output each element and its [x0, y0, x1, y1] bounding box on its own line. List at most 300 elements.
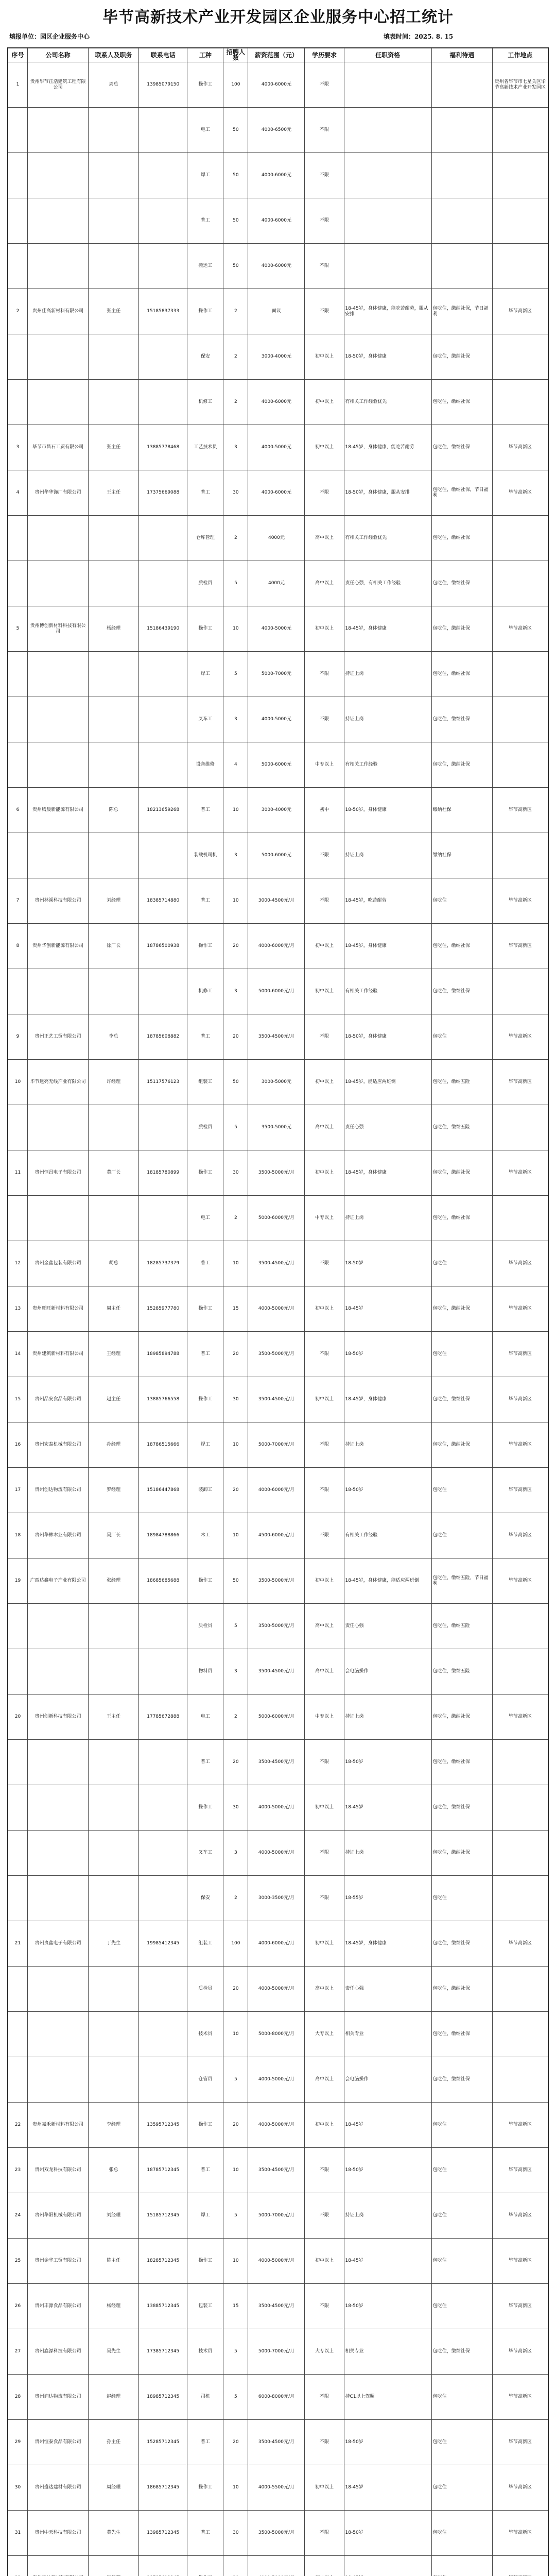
row-index-cell	[8, 2556, 28, 2576]
company-name-cell	[28, 1876, 89, 1921]
requirements-cell: 会电脑操作	[344, 1649, 431, 1694]
contact-phone-cell	[139, 198, 187, 244]
salary-range-cell: 3500-5000元/月	[248, 1604, 305, 1649]
company-name-cell: 贵州品安食品有限公司	[28, 1377, 89, 1422]
table-row	[8, 1876, 548, 1921]
work-location-cell	[492, 1740, 548, 1785]
contact-phone-cell: 15185712345	[139, 2193, 187, 2239]
company-name-cell: 贵州佳高新材料有限公司	[28, 289, 89, 334]
company-name-cell	[28, 2057, 89, 2103]
work-location-cell	[492, 969, 548, 1014]
education-cell: 高中以上	[305, 1604, 344, 1649]
education-cell: 不限	[305, 1513, 344, 1558]
requirements-cell: 18-45岁，身体健康，能吃苦耐劳，服从安排	[344, 289, 431, 334]
requirements-cell: 持证上岗	[344, 652, 431, 697]
requirements-cell: 18-45岁	[344, 2465, 431, 2511]
row-index-cell: 23	[8, 2148, 28, 2193]
row-index-cell: 11	[8, 1150, 28, 1196]
job-type-cell: 叉车工	[187, 1831, 223, 1876]
job-type-cell: 木工	[187, 1513, 223, 1558]
education-cell: 高中以上	[305, 2057, 344, 2103]
company-name-cell: 贵州恒昌电子有限公司	[28, 1150, 89, 1196]
benefits-cell	[431, 62, 492, 108]
company-name-cell: 贵州双龙科技有限公司	[28, 2148, 89, 2193]
education-cell: 初中以上	[305, 606, 344, 652]
headcount-cell: 10	[223, 1241, 248, 1286]
headcount-cell: 30	[223, 1785, 248, 1831]
education-cell: 不限	[305, 1014, 344, 1060]
education-cell: 不限	[305, 1241, 344, 1286]
benefits-cell: 包吃住	[431, 2511, 492, 2556]
headcount-cell: 4	[223, 742, 248, 788]
table-row	[8, 108, 548, 153]
company-name-cell: 贵州宏泰机械有限公司	[28, 1422, 89, 1468]
row-index-cell	[8, 516, 28, 561]
requirements-cell: 会电脑操作	[344, 2057, 431, 2103]
company-name-cell	[28, 1196, 89, 1241]
benefits-cell	[431, 244, 492, 289]
contact-person-cell: 黄厂长	[89, 1150, 139, 1196]
headcount-cell: 10	[223, 1422, 248, 1468]
benefits-cell: 包吃住	[431, 2148, 492, 2193]
row-index-cell	[8, 1876, 28, 1921]
headcount-cell: 20	[223, 2420, 248, 2465]
company-name-cell: 贵州毕节正浩建筑工程有限公司	[28, 62, 89, 108]
contact-phone-cell: 15285977780	[139, 1286, 187, 1332]
contact-person-cell: 李经理	[89, 2103, 139, 2148]
requirements-cell: 18-45岁	[344, 2239, 431, 2284]
education-cell: 高中以上	[305, 1105, 344, 1150]
table-row	[8, 2193, 548, 2239]
benefits-cell: 包吃住，缴纳社保	[431, 2057, 492, 2103]
salary-range-cell: 4000-6000元	[248, 153, 305, 198]
contact-phone-cell: 18786515666	[139, 1422, 187, 1468]
work-location-cell: 毕节高新区	[492, 2148, 548, 2193]
company-name-cell: 毕节远亮无线产业有限公司	[28, 1060, 89, 1105]
work-location-cell: 毕节高新区	[492, 1060, 548, 1105]
benefits-cell	[431, 108, 492, 153]
contact-phone-cell	[139, 2556, 187, 2576]
table-row	[8, 1649, 548, 1694]
table-row	[8, 606, 548, 652]
education-cell: 不限	[305, 2193, 344, 2239]
table-row	[8, 1967, 548, 2012]
education-cell: 不限	[305, 1422, 344, 1468]
job-type-cell: 机修工	[187, 380, 223, 425]
education-cell: 初中以上	[305, 380, 344, 425]
job-type-cell: 保安	[187, 1876, 223, 1921]
company-name-cell	[28, 1105, 89, 1150]
salary-range-cell: 3500-5000元	[248, 1105, 305, 1150]
company-name-cell: 贵州旺旺新材料有限公司	[28, 1286, 89, 1332]
salary-range-cell: 3500-5000元/月	[248, 2511, 305, 2556]
salary-range-cell: 4000-6000元/月	[248, 924, 305, 969]
row-index-cell	[8, 244, 28, 289]
contact-phone-cell: 15185837333	[139, 289, 187, 334]
contact-phone-cell	[139, 1831, 187, 1876]
work-location-cell: 毕节高新区	[492, 1377, 548, 1422]
company-name-cell	[28, 1785, 89, 1831]
job-type-cell: 操作工	[187, 2239, 223, 2284]
date-meta	[384, 32, 453, 41]
benefits-cell: 包吃住，缴纳社保	[431, 697, 492, 742]
unit-meta	[9, 32, 90, 41]
table-row	[8, 697, 548, 742]
col-header: 薪资范围（元）	[248, 48, 305, 62]
company-name-cell: 贵州丰源食品有限公司	[28, 2284, 89, 2329]
job-type-cell: 机修工	[187, 969, 223, 1014]
requirements-cell: 18-50岁	[344, 1740, 431, 1785]
job-type-cell: 普工	[187, 2148, 223, 2193]
contact-phone-cell	[139, 1649, 187, 1694]
requirements-cell: 18-50岁	[344, 2284, 431, 2329]
contact-phone-cell: 18785608882	[139, 1014, 187, 1060]
work-location-cell	[492, 833, 548, 878]
company-name-cell	[28, 1967, 89, 2012]
salary-range-cell: 5000-6000元	[248, 742, 305, 788]
row-index-cell: 4	[8, 470, 28, 516]
requirements-cell: 18-45岁	[344, 2103, 431, 2148]
contact-phone-cell: 15117576123	[139, 1060, 187, 1105]
job-type-cell: 保安	[187, 334, 223, 380]
benefits-cell: 包吃住，缴纳社保	[431, 1785, 492, 1831]
contact-phone-cell: 18685685688	[139, 1558, 187, 1604]
benefits-cell: 包吃住，缴纳社保	[431, 1150, 492, 1196]
headcount-cell: 2	[223, 516, 248, 561]
salary-range-cell: 3500-4500元/月	[248, 2420, 305, 2465]
salary-range-cell: 5000-7000元	[248, 652, 305, 697]
contact-person-cell: 刘经理	[89, 878, 139, 924]
salary-range-cell: 3000-3500元/月	[248, 1876, 305, 1921]
requirements-cell: 责任心强，有相关工作经验	[344, 561, 431, 606]
work-location-cell: 毕节高新区	[492, 1558, 548, 1604]
company-name-cell: 贵州创达物流有限公司	[28, 1468, 89, 1513]
table-row	[8, 1558, 548, 1604]
row-index-cell	[8, 1785, 28, 1831]
salary-range-cell: 4000元	[248, 561, 305, 606]
contact-person-cell: 吴厂长	[89, 1513, 139, 1558]
salary-range-cell	[248, 2556, 305, 2576]
contact-phone-cell	[139, 2012, 187, 2057]
contact-person-cell	[89, 697, 139, 742]
contact-person-cell: 杨经理	[89, 606, 139, 652]
row-index-cell: 25	[8, 2239, 28, 2284]
contact-phone-cell: 18985712345	[139, 2375, 187, 2420]
benefits-cell: 包吃住，缴纳社保	[431, 742, 492, 788]
salary-range-cell: 5000-7000元/月	[248, 2329, 305, 2375]
benefits-cell: 包吃住，缴纳社保	[431, 380, 492, 425]
table-row	[8, 2012, 548, 2057]
requirements-cell	[344, 108, 431, 153]
headcount-cell: 50	[223, 1060, 248, 1105]
education-cell: 中专以上	[305, 1694, 344, 1740]
requirements-cell: 相关专业	[344, 2012, 431, 2057]
contact-person-cell	[89, 516, 139, 561]
row-index-cell	[8, 652, 28, 697]
job-type-cell: 技术员	[187, 2329, 223, 2375]
contact-person-cell: 陈总	[89, 788, 139, 833]
salary-range-cell: 4000-5000元	[248, 697, 305, 742]
work-location-cell: 毕节高新区	[492, 2239, 548, 2284]
contact-person-cell: 罗经理	[89, 1468, 139, 1513]
row-index-cell: 10	[8, 1060, 28, 1105]
job-type-cell: 普工	[187, 1740, 223, 1785]
benefits-cell: 包吃住，缴纳社保	[431, 1196, 492, 1241]
work-location-cell	[492, 697, 548, 742]
headcount-cell: 50	[223, 198, 248, 244]
row-index-cell: 19	[8, 1558, 28, 1604]
recruitment-table	[8, 48, 548, 2576]
requirements-cell: 18-45岁，身体健康	[344, 1377, 431, 1422]
benefits-cell: 包吃住，缴纳社保	[431, 652, 492, 697]
requirements-cell: 18-45岁，身体健康	[344, 1150, 431, 1196]
contact-phone-cell: 18285712345	[139, 2239, 187, 2284]
job-type-cell: 焊工	[187, 2193, 223, 2239]
work-location-cell	[492, 1604, 548, 1649]
salary-range-cell: 面议	[248, 289, 305, 334]
salary-range-cell: 5000-6000元	[248, 833, 305, 878]
contact-person-cell: 王主任	[89, 470, 139, 516]
row-index-cell: 9	[8, 1014, 28, 1060]
work-location-cell: 毕节高新区	[492, 2420, 548, 2465]
contact-person-cell	[89, 153, 139, 198]
salary-range-cell: 3500-4500元/月	[248, 2284, 305, 2329]
requirements-cell: 责任心强	[344, 1604, 431, 1649]
education-cell: 高中以上	[305, 561, 344, 606]
company-name-cell: 贵州华阳机械有限公司	[28, 2193, 89, 2239]
company-name-cell: 贵州博创新材料科技有限公司	[28, 606, 89, 652]
work-location-cell: 毕节高新区	[492, 924, 548, 969]
requirements-cell: 有相关工作经验	[344, 969, 431, 1014]
benefits-cell: 包吃住	[431, 1332, 492, 1377]
salary-range-cell: 3500-4500元/月	[248, 1014, 305, 1060]
benefits-cell	[431, 153, 492, 198]
education-cell: 不限	[305, 108, 344, 153]
job-type-cell: 焊工	[187, 1422, 223, 1468]
benefits-cell: 包吃住，缴纳社保	[431, 2329, 492, 2375]
row-index-cell	[8, 1649, 28, 1694]
row-index-cell	[8, 833, 28, 878]
col-header: 序号	[8, 48, 28, 62]
requirements-cell: 18-45岁	[344, 1785, 431, 1831]
headcount-cell: 10	[223, 2012, 248, 2057]
work-location-cell: 毕节高新区	[492, 1694, 548, 1740]
company-name-cell	[28, 2012, 89, 2057]
company-name-cell	[28, 1649, 89, 1694]
work-location-cell: 毕节高新区	[492, 470, 548, 516]
salary-range-cell: 4000-5000元/月	[248, 2057, 305, 2103]
work-location-cell	[492, 1649, 548, 1694]
work-location-cell	[492, 2057, 548, 2103]
education-cell: 不限	[305, 244, 344, 289]
table-row	[8, 2103, 548, 2148]
company-name-cell: 贵州嘉禾新材料有限公司	[28, 2103, 89, 2148]
benefits-cell: 包吃住，缴纳五险，节日福利	[431, 1558, 492, 1604]
salary-range-cell: 3000-4000元	[248, 334, 305, 380]
contact-phone-cell: 19985412345	[139, 1921, 187, 1967]
work-location-cell	[492, 1831, 548, 1876]
headcount-cell: 100	[223, 1921, 248, 1967]
headcount-cell: 2	[223, 289, 248, 334]
contact-person-cell	[89, 1604, 139, 1649]
salary-range-cell: 6000-8000元/月	[248, 2375, 305, 2420]
salary-range-cell: 4000-5000元/月	[248, 1286, 305, 1332]
benefits-cell: 包吃住	[431, 1468, 492, 1513]
table-row	[8, 924, 548, 969]
contact-phone-cell	[139, 1967, 187, 2012]
education-cell: 初中以上	[305, 2103, 344, 2148]
table-row	[8, 878, 548, 924]
row-index-cell	[8, 1740, 28, 1785]
benefits-cell: 包吃住，缴纳社保	[431, 1967, 492, 2012]
table-row	[8, 1604, 548, 1649]
contact-person-cell	[89, 1831, 139, 1876]
contact-person-cell: 周总	[89, 62, 139, 108]
headcount-cell: 2	[223, 334, 248, 380]
requirements-cell: 有相关工作经验优先	[344, 380, 431, 425]
table-row	[8, 2511, 548, 2556]
contact-person-cell	[89, 2556, 139, 2576]
benefits-cell: 包吃住，缴纳社保	[431, 1377, 492, 1422]
benefits-cell: 包吃住	[431, 2465, 492, 2511]
job-type-cell: 普工	[187, 1014, 223, 1060]
contact-person-cell	[89, 108, 139, 153]
requirements-cell: 18-45岁，吃苦耐劳	[344, 878, 431, 924]
row-index-cell: 3	[8, 425, 28, 470]
benefits-cell: 包吃住，缴纳社保	[431, 924, 492, 969]
headcount-cell: 10	[223, 878, 248, 924]
headcount-cell: 30	[223, 2511, 248, 2556]
work-location-cell: 毕节高新区	[492, 1921, 548, 1967]
work-location-cell	[492, 244, 548, 289]
salary-range-cell: 3500-5000元/月	[248, 1332, 305, 1377]
company-name-cell	[28, 697, 89, 742]
education-cell: 初中以上	[305, 924, 344, 969]
education-cell: 初中以上	[305, 2465, 344, 2511]
table-row	[8, 2556, 548, 2576]
company-name-cell	[28, 2556, 89, 2576]
headcount-cell: 10	[223, 2465, 248, 2511]
salary-range-cell: 3000-5000元	[248, 1060, 305, 1105]
row-index-cell: 18	[8, 1513, 28, 1558]
contact-person-cell	[89, 742, 139, 788]
education-cell: 不限	[305, 1468, 344, 1513]
job-type-cell: 普工	[187, 1241, 223, 1286]
contact-person-cell	[89, 1105, 139, 1150]
work-location-cell	[492, 1967, 548, 2012]
headcount-cell: 50	[223, 244, 248, 289]
row-index-cell	[8, 1831, 28, 1876]
unit-value: 园区企业服务中心	[40, 33, 90, 40]
work-location-cell	[492, 153, 548, 198]
work-location-cell	[492, 1785, 548, 1831]
salary-range-cell: 3000-4000元	[248, 788, 305, 833]
salary-range-cell: 4000-5000元/月	[248, 1831, 305, 1876]
job-type-cell: 操作工	[187, 924, 223, 969]
benefits-cell: 包吃住	[431, 1513, 492, 1558]
work-location-cell: 毕节高新区	[492, 2465, 548, 2511]
contact-phone-cell	[139, 833, 187, 878]
headcount-cell	[223, 2556, 248, 2576]
company-name-cell	[28, 1831, 89, 1876]
contact-phone-cell	[139, 1785, 187, 1831]
salary-range-cell: 4000-6000元	[248, 198, 305, 244]
row-index-cell: 1	[8, 62, 28, 108]
company-name-cell	[28, 561, 89, 606]
work-location-cell: 毕节高新区	[492, 606, 548, 652]
headcount-cell: 15	[223, 1286, 248, 1332]
company-name-cell: 贵州创新科技有限公司	[28, 1694, 89, 1740]
row-index-cell: 22	[8, 2103, 28, 2148]
requirements-cell: 18-50岁	[344, 1332, 431, 1377]
requirements-cell: 18-50岁，身体健康	[344, 788, 431, 833]
headcount-cell: 3	[223, 697, 248, 742]
contact-person-cell	[89, 1649, 139, 1694]
job-type-cell: 质检员	[187, 1967, 223, 2012]
row-index-cell: 27	[8, 2329, 28, 2375]
contact-phone-cell	[139, 1876, 187, 1921]
headcount-cell: 20	[223, 1332, 248, 1377]
contact-person-cell: 王主任	[89, 1694, 139, 1740]
salary-range-cell: 3500-5000元/月	[248, 1558, 305, 1604]
row-index-cell	[8, 742, 28, 788]
benefits-cell: 缴纳社保	[431, 833, 492, 878]
education-cell: 初中以上	[305, 1286, 344, 1332]
work-location-cell	[492, 2556, 548, 2576]
company-name-cell: 贵州鑫源科技有限公司	[28, 2329, 89, 2375]
work-location-cell: 毕节高新区	[492, 1241, 548, 1286]
row-index-cell: 14	[8, 1332, 28, 1377]
work-location-cell	[492, 516, 548, 561]
row-index-cell	[8, 1604, 28, 1649]
headcount-cell: 10	[223, 2239, 248, 2284]
contact-person-cell: 张主任	[89, 289, 139, 334]
education-cell: 初中	[305, 788, 344, 833]
job-type-cell: 操作工	[187, 2465, 223, 2511]
contact-phone-cell: 18984788866	[139, 1513, 187, 1558]
company-name-cell	[28, 198, 89, 244]
work-location-cell	[492, 652, 548, 697]
salary-range-cell: 5000-6000元/月	[248, 1196, 305, 1241]
education-cell: 不限	[305, 62, 344, 108]
row-index-cell: 30	[8, 2465, 28, 2511]
work-location-cell: 毕节高新区	[492, 1014, 548, 1060]
work-location-cell: 毕节高新区	[492, 788, 548, 833]
contact-phone-cell: 18385714880	[139, 878, 187, 924]
table-row	[8, 2148, 548, 2193]
education-cell: 初中以上	[305, 969, 344, 1014]
benefits-cell: 包吃住，缴纳社保	[431, 1694, 492, 1740]
company-name-cell	[28, 380, 89, 425]
work-location-cell	[492, 108, 548, 153]
salary-range-cell: 4000-6000元	[248, 62, 305, 108]
table-row	[8, 561, 548, 606]
benefits-cell: 包吃住	[431, 878, 492, 924]
requirements-cell: 18-45岁	[344, 1286, 431, 1332]
table-row	[8, 1377, 548, 1422]
job-type-cell: 司机	[187, 2375, 223, 2420]
salary-range-cell: 5000-8000元/月	[248, 2012, 305, 2057]
row-index-cell	[8, 2012, 28, 2057]
contact-person-cell: 胡总	[89, 1241, 139, 1286]
contact-phone-cell: 13595712345	[139, 2103, 187, 2148]
work-location-cell	[492, 561, 548, 606]
salary-range-cell: 5000-7000元/月	[248, 2193, 305, 2239]
requirements-cell: 18-45岁，身体健康	[344, 924, 431, 969]
row-index-cell: 12	[8, 1241, 28, 1286]
education-cell: 初中以上	[305, 1377, 344, 1422]
row-index-cell	[8, 1196, 28, 1241]
